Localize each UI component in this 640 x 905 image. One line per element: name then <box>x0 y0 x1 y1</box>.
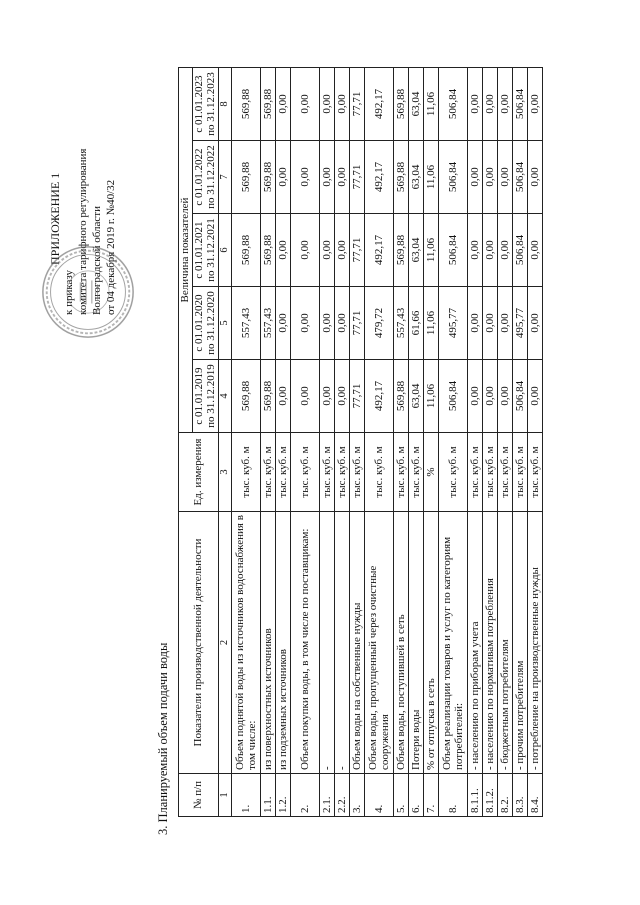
row-number: 8.1.2. <box>483 774 498 817</box>
value-cell: 0,00 <box>291 214 320 287</box>
section-title: 3. Планируемый объем подачи воды <box>156 642 170 835</box>
row-number: 2.1. <box>320 774 335 817</box>
table-row <box>365 68 394 817</box>
value-cell: 0,00 <box>335 360 350 433</box>
value-cell: 0,00 <box>335 68 350 141</box>
value-cell: 0,00 <box>276 360 291 433</box>
header-indicator: Показатели производственной деятельности <box>179 512 219 774</box>
value-cell: 0,00 <box>320 214 335 287</box>
value-cell: 492,17 <box>365 68 394 141</box>
table-row <box>232 68 261 817</box>
table-row <box>350 68 365 817</box>
value-cell: 0,00 <box>528 360 543 433</box>
value-cell: 557,43 <box>394 287 409 360</box>
table-row <box>335 68 350 817</box>
value-cell: 569,88 <box>261 68 276 141</box>
indicator-name: из поверхностных источников <box>261 512 276 774</box>
header-period: с 01.01.2019 по 31.12.2019 <box>192 360 218 433</box>
value-cell: 0,00 <box>498 360 513 433</box>
column-index: 4 <box>218 360 232 433</box>
row-number: 4. <box>365 774 394 817</box>
row-number: 1. <box>232 774 261 817</box>
table-row <box>498 68 513 817</box>
header-period: с 01.01.2020 по 31.12.2020 <box>192 287 218 360</box>
indicator-name: - населению по приборам учета <box>468 512 483 774</box>
unit-cell: тыс. куб. м <box>394 433 409 512</box>
value-cell: 569,88 <box>261 360 276 433</box>
unit-cell: тыс. куб. м <box>528 433 543 512</box>
row-number: 8.1.1. <box>468 774 483 817</box>
value-cell: 492,17 <box>365 141 394 214</box>
value-cell: 0,00 <box>335 214 350 287</box>
value-cell: 506,84 <box>439 360 468 433</box>
value-cell: 0,00 <box>291 360 320 433</box>
value-cell: 0,00 <box>468 287 483 360</box>
value-cell: 495,77 <box>513 287 528 360</box>
value-cell: 63,04 <box>409 141 424 214</box>
value-cell: 0,00 <box>498 214 513 287</box>
table-row <box>320 68 335 817</box>
value-cell: 506,84 <box>439 68 468 141</box>
header-num: № п/п <box>179 774 219 817</box>
value-cell: 569,88 <box>232 214 261 287</box>
unit-cell: тыс. куб. м <box>439 433 468 512</box>
unit-cell: тыс. куб. м <box>320 433 335 512</box>
value-cell: 0,00 <box>276 287 291 360</box>
indicator-name: Объем покупки воды, в том числе по поставщикам: <box>291 512 320 774</box>
value-cell: 0,00 <box>320 360 335 433</box>
value-cell: 569,88 <box>232 360 261 433</box>
table-row <box>528 68 543 817</box>
row-number: 8.4. <box>528 774 543 817</box>
value-cell: 0,00 <box>468 214 483 287</box>
value-cell: 569,88 <box>232 141 261 214</box>
column-index: 1 <box>218 774 232 817</box>
indicator-name: % от отпуска в сеть <box>424 512 439 774</box>
value-cell: 0,00 <box>291 141 320 214</box>
value-cell: 11,06 <box>424 360 439 433</box>
approval-line-3: Волгоградской области <box>91 206 103 315</box>
header-values-group: Величина показателей <box>179 68 193 433</box>
value-cell: 495,77 <box>439 287 468 360</box>
indicator-name: - бюджетным потребителям <box>498 512 513 774</box>
value-cell: 0,00 <box>320 68 335 141</box>
approval-line-1: к приказу <box>63 269 75 315</box>
value-cell: 569,88 <box>394 360 409 433</box>
value-cell: 0,00 <box>320 287 335 360</box>
value-cell: 61,66 <box>409 287 424 360</box>
column-index: 3 <box>218 433 232 512</box>
unit-cell: тыс. куб. м <box>468 433 483 512</box>
value-cell: 63,04 <box>409 360 424 433</box>
row-number: 1.1. <box>261 774 276 817</box>
row-number: 6. <box>409 774 424 817</box>
unit-cell: тыс. куб. м <box>291 433 320 512</box>
indicator-name: - <box>335 512 350 774</box>
table-body <box>232 68 543 817</box>
value-cell: 569,88 <box>394 141 409 214</box>
value-cell: 569,88 <box>394 68 409 141</box>
header-period: с 01.01.2021 по 31.12.2021 <box>192 214 218 287</box>
indicator-name: Объем воды на собственные нужды <box>350 512 365 774</box>
value-cell: 0,00 <box>483 287 498 360</box>
value-cell: 63,04 <box>409 68 424 141</box>
value-cell: 77,71 <box>350 360 365 433</box>
value-cell: 63,04 <box>409 214 424 287</box>
indicator-name: - населению по нормативам потребления <box>483 512 498 774</box>
column-index: 5 <box>218 287 232 360</box>
value-cell: 569,88 <box>394 214 409 287</box>
table-row <box>513 68 528 817</box>
value-cell: 77,71 <box>350 141 365 214</box>
indicator-name: - прочим потребителям <box>513 512 528 774</box>
column-index: 2 <box>218 512 232 774</box>
table-row <box>409 68 424 817</box>
value-cell: 506,84 <box>513 214 528 287</box>
indicator-name: - <box>320 512 335 774</box>
header-period: с 01.01.2022 по 31.12.2022 <box>192 141 218 214</box>
value-cell: 569,88 <box>261 141 276 214</box>
value-cell: 0,00 <box>528 68 543 141</box>
unit-cell: тыс. куб. м <box>498 433 513 512</box>
value-cell: 0,00 <box>483 141 498 214</box>
value-cell: 506,84 <box>513 360 528 433</box>
value-cell: 0,00 <box>483 68 498 141</box>
value-cell: 506,84 <box>513 68 528 141</box>
column-index: 7 <box>218 141 232 214</box>
value-cell: 0,00 <box>335 287 350 360</box>
value-cell: 11,06 <box>424 68 439 141</box>
appendix-title: ПРИЛОЖЕНИЕ 1 <box>48 172 62 265</box>
row-number: 2.2. <box>335 774 350 817</box>
value-cell: 569,88 <box>232 68 261 141</box>
value-cell: 492,17 <box>365 214 394 287</box>
header-unit: Ед. измерения <box>179 433 219 512</box>
indicator-name: Объем реализации товаров и услуг по категориям потребителей: <box>439 512 468 774</box>
table-row <box>394 68 409 817</box>
value-cell: 569,88 <box>261 214 276 287</box>
row-number: 8.2. <box>498 774 513 817</box>
row-number: 8.3. <box>513 774 528 817</box>
unit-cell: тыс. куб. м <box>261 433 276 512</box>
value-cell: 0,00 <box>498 68 513 141</box>
approval-line-2: комитета тарифного регулирования <box>77 148 89 315</box>
value-cell: 11,06 <box>424 214 439 287</box>
table-row <box>468 68 483 817</box>
value-cell: 492,17 <box>365 360 394 433</box>
value-cell: 557,43 <box>261 287 276 360</box>
column-index: 8 <box>218 68 232 141</box>
indicator-name: Объем воды, поступившей в сеть <box>394 512 409 774</box>
value-cell: 0,00 <box>276 214 291 287</box>
unit-cell: тыс. куб. м <box>365 433 394 512</box>
row-number: 8. <box>439 774 468 817</box>
value-cell: 479,72 <box>365 287 394 360</box>
value-cell: 0,00 <box>276 68 291 141</box>
value-cell: 77,71 <box>350 287 365 360</box>
indicator-name: Объем поднятой воды из источников водоснабжения в том числе: <box>232 512 261 774</box>
value-cell: 0,00 <box>320 141 335 214</box>
seal-stamp-icon <box>40 244 136 340</box>
column-index-row <box>218 68 232 817</box>
value-cell: 0,00 <box>276 141 291 214</box>
water-supply-table <box>178 67 543 817</box>
unit-cell: тыс. куб. м <box>232 433 261 512</box>
value-cell: 11,06 <box>424 287 439 360</box>
value-cell: 557,43 <box>232 287 261 360</box>
table-row <box>424 68 439 817</box>
table-row <box>439 68 468 817</box>
value-cell: 0,00 <box>483 214 498 287</box>
value-cell: 506,84 <box>439 141 468 214</box>
value-cell: 77,71 <box>350 214 365 287</box>
value-cell: 77,71 <box>350 68 365 141</box>
unit-cell: тыс. куб. м <box>483 433 498 512</box>
unit-cell: тыс. куб. м <box>276 433 291 512</box>
value-cell: 506,84 <box>513 141 528 214</box>
table-row <box>291 68 320 817</box>
value-cell: 0,00 <box>498 287 513 360</box>
value-cell: 0,00 <box>468 360 483 433</box>
unit-cell: тыс. куб. м <box>409 433 424 512</box>
value-cell: 0,00 <box>468 141 483 214</box>
table-row <box>483 68 498 817</box>
value-cell: 0,00 <box>335 141 350 214</box>
value-cell: 0,00 <box>468 68 483 141</box>
table-row <box>276 68 291 817</box>
value-cell: 0,00 <box>483 360 498 433</box>
value-cell: 0,00 <box>291 287 320 360</box>
value-cell: 0,00 <box>528 141 543 214</box>
row-number: 7. <box>424 774 439 817</box>
value-cell: 0,00 <box>528 214 543 287</box>
unit-cell: тыс. куб. м <box>335 433 350 512</box>
unit-cell: тыс. куб. м <box>513 433 528 512</box>
column-index: 6 <box>218 214 232 287</box>
header-period: с 01.01.2023 по 31.12.2023 <box>192 68 218 141</box>
row-number: 3. <box>350 774 365 817</box>
indicator-name: из подземных источников <box>276 512 291 774</box>
row-number: 5. <box>394 774 409 817</box>
approval-line-4: от 04 декабря 2019 г. №40/32 <box>105 179 117 315</box>
value-cell: 11,06 <box>424 141 439 214</box>
value-cell: 506,84 <box>439 214 468 287</box>
table-row <box>261 68 276 817</box>
indicator-name: - потребление на производственные нужды <box>528 512 543 774</box>
value-cell: 0,00 <box>528 287 543 360</box>
row-number: 1.2. <box>276 774 291 817</box>
unit-cell: % <box>424 433 439 512</box>
row-number: 2. <box>291 774 320 817</box>
indicator-name: Потери воды <box>409 512 424 774</box>
value-cell: 0,00 <box>498 141 513 214</box>
unit-cell: тыс. куб. м <box>350 433 365 512</box>
value-cell: 0,00 <box>291 68 320 141</box>
indicator-name: Объем воды, пропущенный через очистные сооружения <box>365 512 394 774</box>
